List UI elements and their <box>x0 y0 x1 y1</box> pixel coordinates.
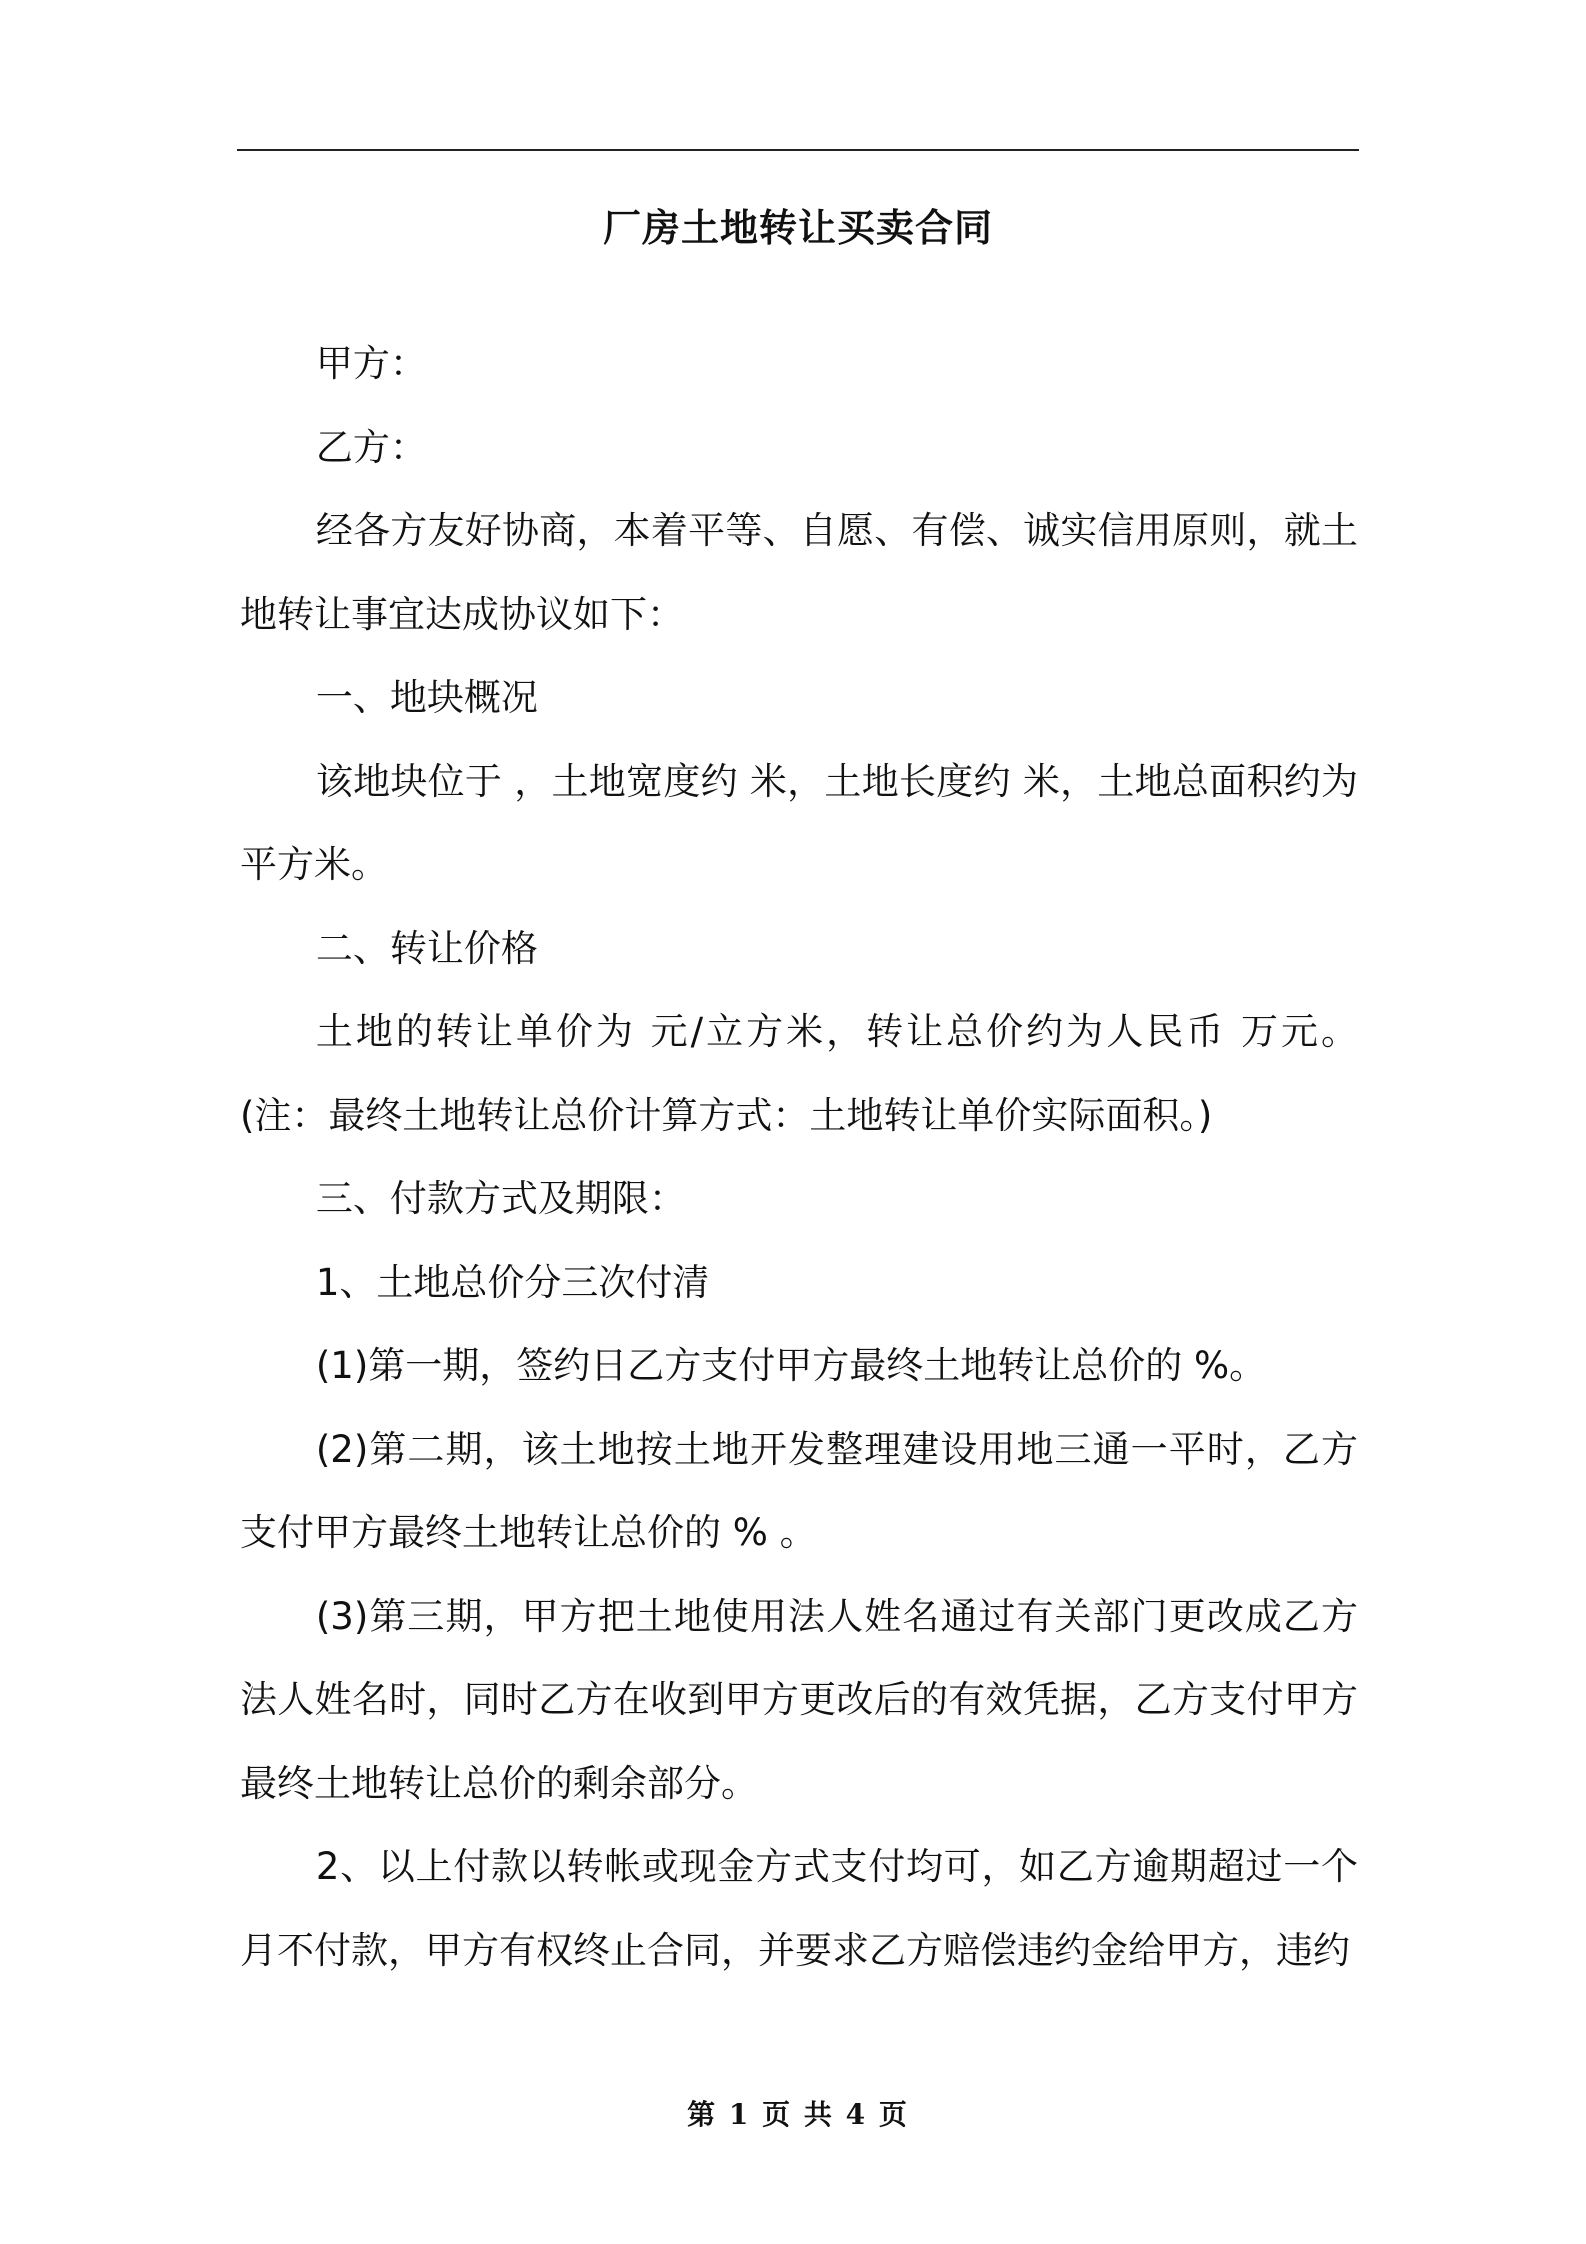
payment-item-2: 2、以上付款以转帐或现金方式支付均可，如乙方逾期超过一个月不付款，甲方有权终止合同，并要求乙方赔偿违约金给甲方，违约 <box>240 1845 1358 1972</box>
document-body <box>240 322 1358 1992</box>
page-number-footer: 第 1 页 共 4 页 <box>687 2098 909 2131</box>
section-heading-payment: 三、付款方式及期限： <box>315 1177 686 1220</box>
header-divider <box>237 149 1359 151</box>
party-a-line: 甲方： <box>315 342 427 385</box>
preamble-paragraph: 经各方友好协商，本着平等、自愿、有偿、诚实信用原则，就土地转让事宜达成协议如下： <box>240 509 1358 636</box>
transfer-price-paragraph: 土地的转让单价为 元/立方米，转让总价约为人民币 万元。(注：最终土地转让总价计算方式：土地转让单价实际面积。) <box>240 1010 1358 1137</box>
payment-phase-1: (1)第一期，签约日乙方支付甲方最终土地转让总价的 %。 <box>315 1344 1267 1387</box>
section-heading-transfer-price: 二、转让价格 <box>315 926 538 970</box>
payment-phase-2: (2)第二期，该土地按土地开发整理建设用地三通一平时，乙方支付甲方最终土地转让总价的 % 。 <box>240 1427 1358 1554</box>
document-title: 厂房土地转让买卖合同 <box>602 206 993 250</box>
party-b-line: 乙方： <box>315 425 427 469</box>
payment-phase-3: (3)第三期，甲方把土地使用法人姓名通过有关部门更改成乙方法人姓名时，同时乙方在收到甲方更改后的有效凭据，乙方支付甲方最终土地转让总价的剩余部分。 <box>240 1594 1358 1805</box>
section-heading-land-overview: 一、地块概况 <box>315 676 538 719</box>
land-overview-paragraph: 该地块位于 ，土地宽度约 米，土地长度约 米，土地总面积约为 平方米。 <box>240 759 1358 886</box>
payment-item-1: 1、土地总价分三次付清 <box>315 1260 710 1304</box>
